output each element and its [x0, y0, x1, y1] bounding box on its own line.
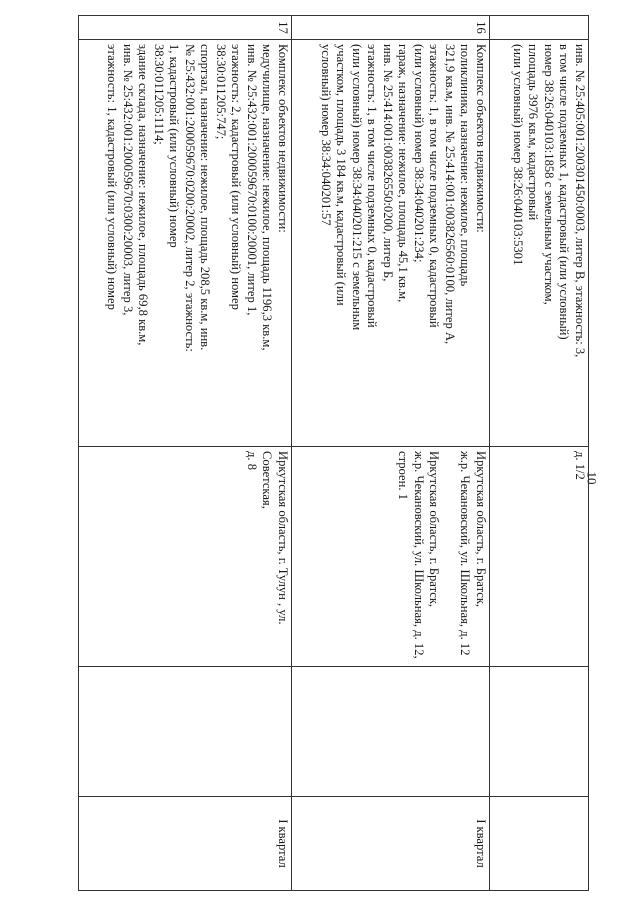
row-number: 17 [79, 16, 292, 40]
empty-cell [490, 667, 589, 797]
row-number [490, 16, 589, 40]
table-row [490, 16, 589, 891]
quarter-cell: I квартал [292, 797, 490, 891]
property-description: Комплекс объектов недвижимости: поликлиника, назначение: нежилое, площадь 321,9 кв.м, инв. № 25:414:001:003826560:0100, литер А, этажность: 1, в том числе подземных 0, кадастровый (или условный) номер 38:34:040201:234; гараж, назначение: нежилое, площадь 45,1 кв.м, инв. № 25:414:001:003826550:0200, литер Б, этажность: 1, в том числе подземных 0, кадастровый (или условный) номер 38:34:040201:215 с земельным участком, площадь 3 184 кв.м, кадастровый (или условный) номер 38:34:040201:57 [292, 40, 490, 447]
property-address: д. 1/2 [490, 447, 589, 667]
empty-cell [79, 667, 292, 797]
page-number: 10 [584, 471, 600, 485]
property-address: Иркутская область, г. Тулун , ул. Советская, д. 8 [79, 447, 292, 667]
property-address: Иркутская область, г. Братск, ж.р. Чекановский, ул. Школьная, д. 12 Иркутская область, г. Братск, ж.р. Чекановский, ул. Школьная, д. 12, строен. 1 [292, 447, 490, 667]
table-row [79, 16, 292, 891]
quarter-cell: I квартал [79, 797, 292, 891]
property-description: инв. № 25:405:001:200301450:0003, литер В, этажность: 3, в том числе подземных 1, кадастровый (или условный) номер 38:26:040103:1858 с земельным участком, площадь 3976 кв.м, кадастровый (или условный) номер 38:26:040103:5301 [490, 40, 589, 447]
property-table [78, 15, 589, 891]
property-description: Комплекс объектов недвижимости: медучилище, назначение: нежилое, площадь 1196,3 кв.м, инв. № 25:432:001:200059670:0100:20001, литер 1, этажность: 2, кадастровый (или условный) номер 38:30:011205:747; спортзал, назначение: нежилое, площадь 208,5 кв.м, инв. № 25:432:001:200059670:0200:20002, литер 2, этажность: 1, кадастровый (или условный) номер 38:30:011205:1114; здание склада, назначение: нежилое, площадь 69,8 кв.м, инв. № 25:432:001:200059670:0300:20003, литер 3, этажность: 1, кадастровый (или условный) номер [79, 40, 292, 447]
quarter-cell [490, 797, 589, 891]
empty-cell [292, 667, 490, 797]
row-number: 16 [292, 16, 490, 40]
table-row [292, 16, 490, 891]
